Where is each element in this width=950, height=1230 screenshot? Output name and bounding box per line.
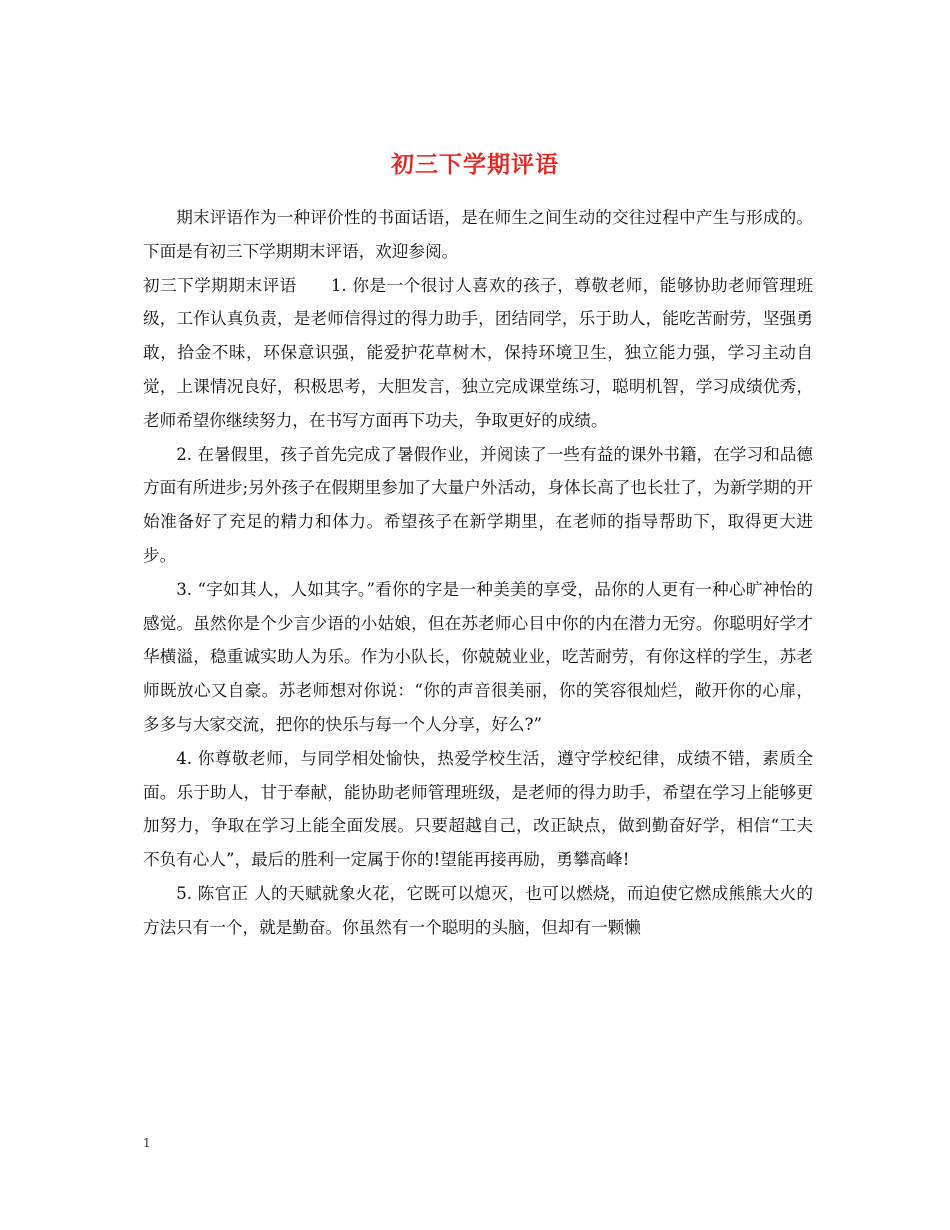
page-number: 1: [143, 1136, 151, 1150]
document-body: [143, 201, 813, 945]
intro-paragraph: 期末评语作为一种评价性的书面话语，是在师生之间生动的交往过程中产生与形成的。下面是有初三下学期期末评语，欢迎参阅。: [143, 208, 813, 261]
comment-paragraph-4: 4. 你尊敬老师，与同学相处愉快，热爱学校生活，遵守学校纪律，成绩不错，素质全面。乐于助人，甘于奉献，能协助老师管理班级，是老师的得力助手，希望在学习上能够更加努力，争取在学习上能全面发展。只要超越自己，改正缺点，做到勤奋好学，相信“工夫不负有心人”，最后的胜利一定属于你的!望能再接再励，勇攀高峰!: [143, 748, 813, 870]
document-title: 初三下学期评语: [391, 151, 559, 179]
comment-paragraph-5: 5. 陈官正 人的天赋就象火花，它既可以熄灭，也可以燃烧，而迫使它燃成熊熊大火的方法只有一个，就是勤奋。你虽然有一个聪明的头脑，但却有一颗懒: [143, 883, 813, 937]
comment-paragraph-2: 2. 在暑假里，孩子首先完成了暑假作业，并阅读了一些有益的课外书籍，在学习和品德方面有所进步;另外孩子在假期里参加了大量户外活动，身体长高了也长壮了，为新学期的开始准备好了充足的精力和体力。希望孩子在新学期里，在老师的指导帮助下，取得更大进步。: [143, 444, 813, 565]
comment-paragraph-3: 3. “字如其人，人如其字。”看你的字是一种美美的享受，品你的人更有一种心旷神怡的感觉。虽然你是个少言少语的小姑娘，但在苏老师心目中你的内在潜力无穷。你聪明好学才华横溢，稳重诚实助人为乐。作为小队长，你兢兢业业，吃苦耐劳，有你这样的学生，苏老师既放心又自豪。苏老师想对你说：“你的声音很美丽，你的笑容很灿烂，敞开你的心扉，多多与大家交流，把你的快乐与每一个人分享，好么?”: [143, 579, 813, 734]
comment-paragraph-1: 初三下学期期末评语 1. 你是一个很讨人喜欢的孩子，尊敬老师，能够协助老师管理班级，工作认真负责，是老师信得过的得力助手，团结同学，乐于助人，能吃苦耐劳，坚强勇敢，拾金不昧，环保意识强，能爱护花草树木，保持环境卫生，独立能力强，学习主动自觉，上课情况良好，积极思考，大胆发言，独立完成课堂练习，聪明机智，学习成绩优秀，老师希望你继续努力，在书写方面再下功夫，争取更好的成绩。: [143, 275, 813, 430]
